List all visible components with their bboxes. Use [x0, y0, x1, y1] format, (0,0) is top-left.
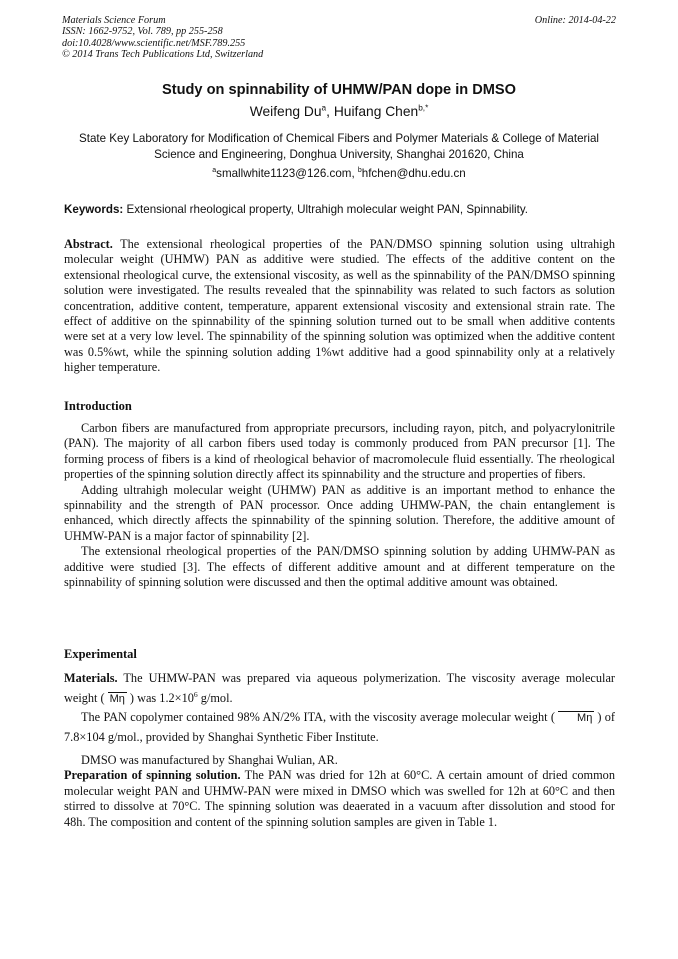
author-affil-mark: b,*	[418, 103, 429, 113]
keywords	[64, 203, 616, 216]
paragraph: Carbon fibers are manufactured from appropriate precursors, including rayon, pitch, and polyacrylonitrile (PAN). The majority of all carbon fibers used today is commonly produced from PAN precursor [1]. The forming process of fibers is a kind of rheological behavior of macromolecule fluid essentially. The rheological properties of the spinning solution directly affect its spinnability and the structure and properties of fibers.	[64, 421, 615, 482]
author-name: Weifeng Du	[249, 104, 322, 119]
keywords-text: Extensional rheological property, Ultrahigh molecular weight PAN, Spinnability.	[123, 203, 528, 216]
experimental-heading: Experimental	[64, 647, 137, 661]
author-separator: ,	[326, 104, 334, 119]
doi-line: doi:10.4028/www.scientific.net/MSF.789.255	[62, 37, 246, 49]
paper-title: Study on spinnability of UHMW/PAN dope in DMSO	[161, 82, 516, 98]
email-address[interactable]: hfchen@dhu.edu.cn	[361, 167, 466, 180]
author-affil-mark: a	[321, 103, 327, 113]
affiliation: State Key Laboratory for Modification of Chemical Fibers and Polymer Materials & College of Material Science and Engineering, Donghua University, Shanghai 201620, China	[78, 132, 599, 161]
email-line	[0, 167, 678, 180]
abstract-text: The extensional rheological properties of the PAN/DMSO spinning solution using ultrahigh molecular weight (UHMW) PAN as additive were studied. The effects of the additive content on the extensional rheological curve, the extensional viscosity, as well as the spinnability of the PAN/DMSO spinning solution were investigated. The results revealed that the spinnability was related to such factors as solution concentration, additive content, temperature, apparent extensional viscosity and extensional strain rate. The effect of additive on the spinnability of the spinning solution turned out to be small when additive contents were set at a very low level. The spinnability of the spinning solution was optimized when the additive content was 0.5%wt, while the spinning solution adding 1%wt additive had a good spinnability only at a relatively higher temperature.	[64, 237, 615, 375]
keywords-label: Keywords:	[64, 203, 124, 216]
running-header	[62, 15, 616, 61]
preparation-label: Preparation of spinning solution.	[64, 768, 241, 783]
issn-line: ISSN: 1662-9752, Vol. 789, pp 255-258	[62, 26, 223, 38]
paragraph: Adding ultrahigh molecular weight (UHMW) PAN as additive is an important method to enhance the spinnability and the strength of PAN processor. Once adding UHMW-PAN, the chain entanglement is enhanced, which directly affects the spinnability of the spinning solution. Therefore, the additive amount of UHMW-PAN is a major factor of spinnability [2].	[64, 482, 615, 543]
materials-label: Materials.	[64, 671, 118, 685]
journal-name: Materials Science Forum	[62, 15, 166, 26]
mn-symbol: Mη	[109, 692, 125, 705]
abstract	[64, 237, 615, 376]
paragraph: Materials. The UHMW-PAN was prepared via aqueous polymerization. The viscosity average molecular weight ( Mη ) was $1.2\times 10^6$ g/mol.	[64, 671, 615, 705]
email-separator: ,	[351, 167, 358, 180]
paragraph: Preparation of spinning solution. The PAN was dried for 12h at 60°C. A certain amount of dried common molecular weight PAN and UHMW-PAN were mixed in DMSO which was swelled for 12h at 60°C and then stirred to dissolve at 70°C. The spinning solution was deaerated in a vacuum after dissolution and stood for 48h. The composition and content of the spinning solution samples are given in Table 1.	[64, 768, 615, 829]
copyright-line: © 2014 Trans Tech Publications Ltd, Switzerland	[62, 49, 264, 61]
paragraph: DMSO was manufactured by Shanghai Wulian, AR.	[81, 753, 338, 767]
introduction-body	[64, 421, 615, 590]
paragraph: The PAN copolymer contained 98% AN/2% ITA, with the viscosity average molecular weight ( Mη ) of 7.8×104 g/mol., provided by Shanghai Synthetic Fiber Institute.	[64, 710, 615, 744]
introduction-heading: Introduction	[64, 399, 132, 413]
email-mark: a	[212, 167, 217, 175]
experimental-body	[64, 753, 615, 830]
online-date: Online: 2014-04-22	[534, 15, 616, 26]
email-address[interactable]: smallwhite1123@126.com	[216, 167, 352, 180]
author-name: Huifang Chen	[333, 104, 419, 119]
paragraph: The extensional rheological properties of the PAN/DMSO spinning solution by adding UHMW-PAN as additive were studied [3]. The effects of different additive amount and at different temperature on the spinnability of spinning solution were discussed and then the optimal additive amount was obtained.	[64, 544, 615, 590]
email-mark: b	[357, 167, 362, 175]
mn-symbol: Mη	[558, 711, 594, 724]
abstract-label: Abstract.	[64, 237, 113, 251]
materials-body	[64, 669, 615, 747]
author-line	[0, 104, 678, 119]
